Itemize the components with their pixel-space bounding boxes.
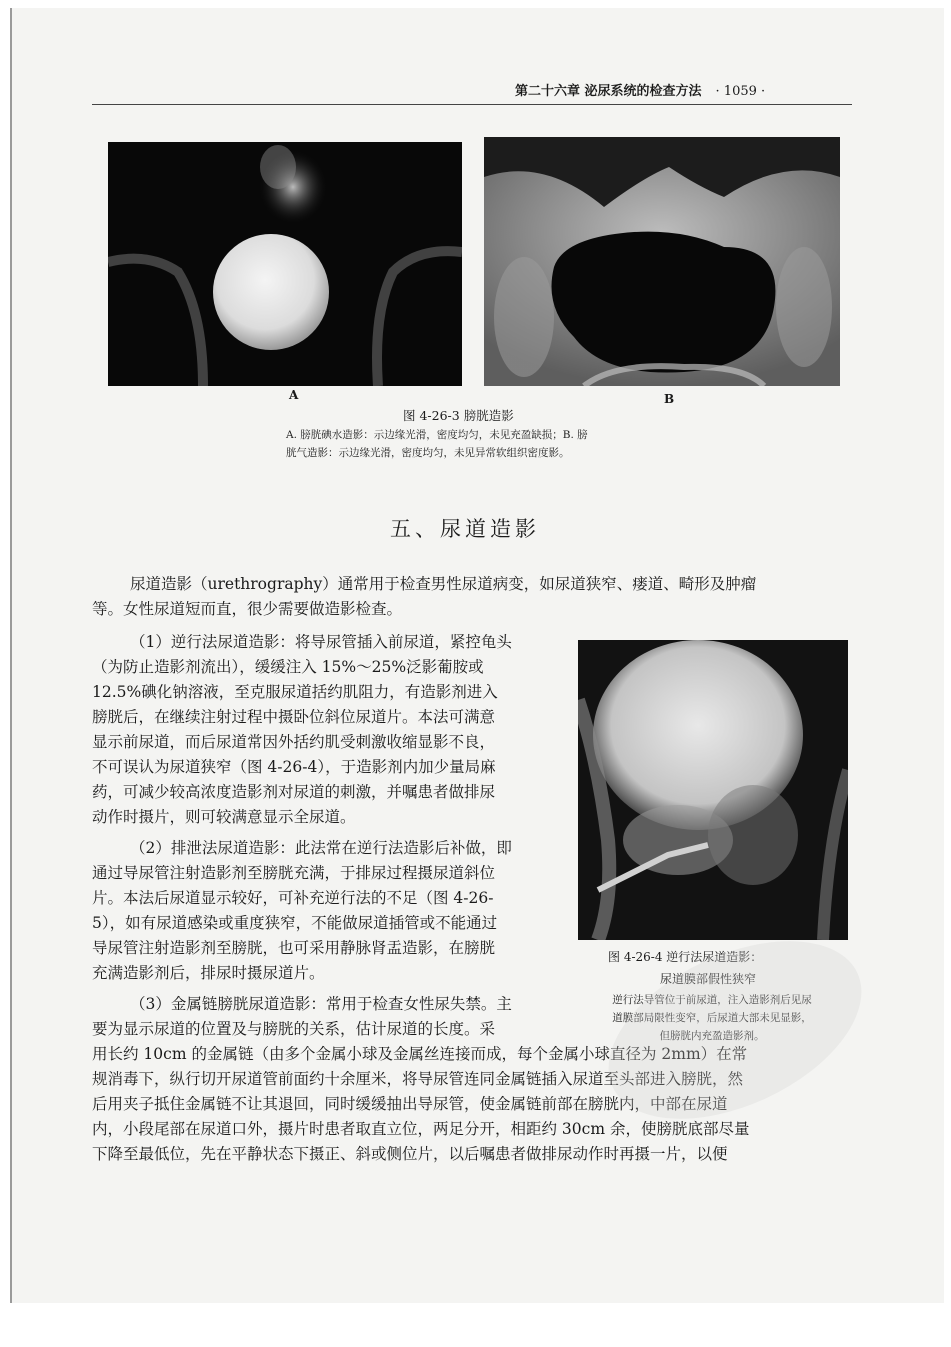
watermark-stamp <box>590 930 880 1130</box>
figure-label-b: B <box>664 392 675 406</box>
urethrogram-xray <box>578 640 848 940</box>
body-line: 后用夹子抵住金属链不让其退回，同时缓缓抽出导尿管，使金属链前部在膀胱内，中部在尿道 <box>92 1095 728 1113</box>
body-line: 显示前尿道，而后尿道常因外括约肌受刺激收缩显影不良， <box>92 733 496 751</box>
body-line: 5），如有尿道感染或重度狭窄，不能做尿道插管或不能通过 <box>92 914 498 932</box>
figure-caption: 尿道膜部假性狭窄 <box>660 972 757 986</box>
body-line: 动作时摄片，则可较满意显示全尿道。 <box>92 808 356 826</box>
figure-subcaption-line: A. 膀胱碘水造影：示边缘光滑，密度均匀，未见充盈缺损；B. 膀 <box>286 429 588 441</box>
figure-subcaption-line: 道膜部局限性变窄，后尿道大部未见显影， <box>612 1012 812 1024</box>
xray-image-a <box>108 142 462 386</box>
body-line: （1）逆行法尿道造影：将导尿管插入前尿道，紧控龟头 <box>130 633 512 651</box>
body-line: 通过导尿管注射造影剂至膀胱充满，于排尿过程摄尿道斜位 <box>92 864 496 882</box>
xray-image-urethrogram <box>578 640 848 940</box>
body-line: 用长约 10cm 的金属链（由多个金属小球及金属丝连接而成，每个金属小球直径为 2mm）在常 <box>92 1045 748 1063</box>
figure-subcaption-line: 逆行法导管位于前尿道，注入造影剂后见尿 <box>612 994 812 1006</box>
body-line: 充满造影剂后，排尿时摄尿道片。 <box>92 964 325 982</box>
body-line: 膀胱后，在继续注射过程中摄卧位斜位尿道片。本法可满意 <box>92 708 496 726</box>
running-header <box>515 80 765 99</box>
body-line: 内，小段尾部在尿道口外，摄片时患者取直立位，两足分开，相距约 30cm 余，使膀胱底部尽量 <box>92 1120 750 1138</box>
bladder-iodine-xray <box>108 142 462 386</box>
body-line: 12.5%碘化钠溶液，至克服尿道括约肌阻力，有造影剂进入 <box>92 683 498 701</box>
body-line: 尿道造影（urethrography）通常用于检查男性尿道病变，如尿道狭窄、瘘道、畸形及肿瘤 <box>130 575 757 593</box>
body-line: （为防止造影剂流出），缓缓注入 15%～25%泛影葡胺或 <box>92 658 484 676</box>
body-line: 不可误认为尿道狭窄（图 4-26-4），于造影剂内加少量局麻 <box>92 758 496 776</box>
body-line: （2）排泄法尿道造影：此法常在逆行法造影后补做，即 <box>130 839 512 857</box>
section-heading: 五、尿道造影 <box>390 517 540 541</box>
body-line: 片。本法后尿道显示较好，可补充逆行法的不足（图 4-26- <box>92 889 494 907</box>
header-rule <box>92 104 852 105</box>
figure-caption: 图 4-26-4 逆行法尿道造影： <box>608 950 763 964</box>
body-line: 药，可减少较高浓度造影剂对尿道的刺激，并嘱患者做排尿 <box>92 783 496 801</box>
body-line: 等。女性尿道短而直，很少需要做造影检查。 <box>92 600 403 618</box>
body-line: （3）金属链膀胱尿道造影：常用于检查女性尿失禁。主 <box>130 995 512 1013</box>
body-line: 规消毒下，纵行切开尿道管前面约十余厘米，将导尿管连同金属链插入尿道至头部进入膀胱，然 <box>92 1070 744 1088</box>
chapter-title: 第二十六章 泌尿系统的检查方法 <box>515 84 702 99</box>
figure-subcaption-line: 胱气造影：示边缘光滑，密度均匀，未见异常软组织密度影。 <box>286 447 570 459</box>
body-line: 下降至最低位，先在平静状态下摄正、斜或侧位片，以后嘱患者做排尿动作时再摄一片，以便 <box>92 1145 728 1163</box>
xray-image-b <box>484 137 840 386</box>
page-number: · 1059 · <box>715 84 766 99</box>
body-line: 要为显示尿道的位置及与膀胱的关系，估计尿道的长度。采 <box>92 1020 496 1038</box>
figure-label-a: A <box>289 388 299 402</box>
body-line: 导尿管注射造影剂至膀胱，也可采用静脉肾盂造影，在膀胱 <box>92 939 496 957</box>
bladder-air-xray <box>484 137 840 386</box>
figure-caption: 图 4-26-3 膀胱造影 <box>403 408 514 423</box>
figure-subcaption-line: 但膀胱内充盈造影剂。 <box>659 1030 765 1042</box>
